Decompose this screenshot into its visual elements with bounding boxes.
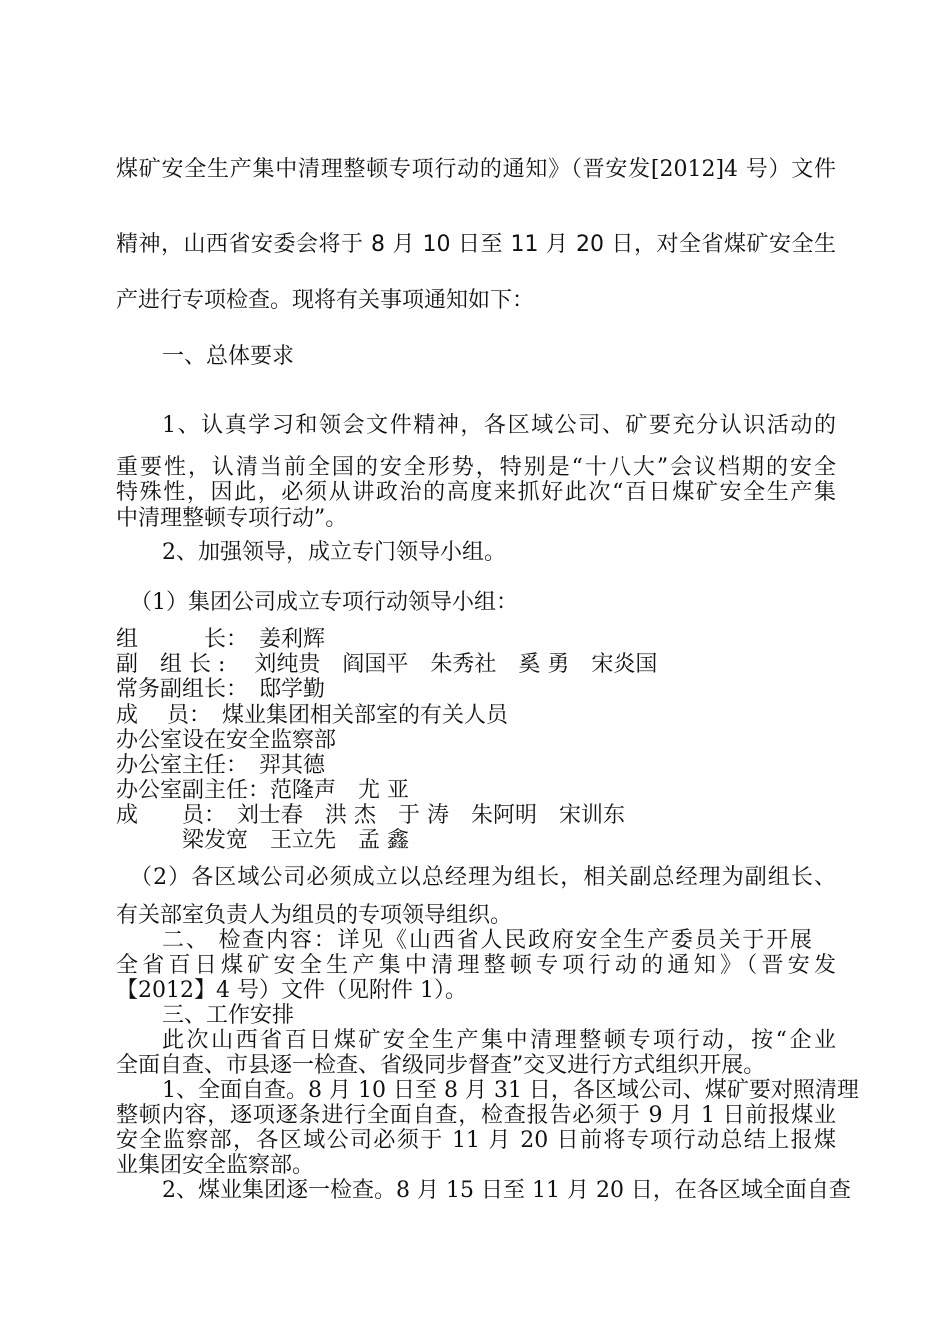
roster-line: 办公室副主任：范隆声 尤 亚 xyxy=(116,778,409,803)
subitem-2-line-1: （2）各区域公司必须成立以总经理为组长，相关副总经理为副组长、 xyxy=(130,865,836,890)
roster-line: 成 员： 煤业集团相关部室的有关人员 xyxy=(116,703,508,728)
item-1-line-4: 中清理整顿专项行动”。 xyxy=(116,506,348,531)
roster-line: 办公室设在安全监察部 xyxy=(116,728,337,753)
roster-line: 成 员： 刘士春 洪 杰 于 涛 朱阿明 宋训东 xyxy=(116,803,625,828)
work-item-2-line-1: 2、煤业集团逐一检查。8 月 15 日至 11 月 20 日，在各区域全面自查 xyxy=(162,1178,851,1203)
subitem-2-line-2: 有关部室负责人为组员的专项领导组织。 xyxy=(116,903,513,928)
roster-line: 组 长： 姜利辉 xyxy=(116,627,326,652)
section-heading-2-line-3: 【2012】4 号）文件（见附件 1）。 xyxy=(116,978,467,1003)
work-line-1: 此次山西省百日煤矿安全生产集中清理整顿专项行动，按“企业 xyxy=(162,1028,836,1053)
section-heading-3: 三、工作安排 xyxy=(162,1003,295,1028)
work-item-1-line-2: 整顿内容，逐项逐条进行全面自查，检查报告必须于 9 月 1 日前报煤业 xyxy=(116,1103,836,1128)
intro-line-3: 产进行专项检查。现将有关事项通知如下： xyxy=(116,288,535,313)
item-2: 2、加强领导，成立专门领导小组。 xyxy=(162,540,506,565)
item-1-line-1: 1、认真学习和领会文件精神，各区域公司、矿要充分认识活动的 xyxy=(162,413,836,438)
intro-line-2: 精神，山西省安委会将于 8 月 10 日至 11 月 20 日，对全省煤矿安全生 xyxy=(116,232,836,257)
roster-line: 常务副组长： 邸学勤 xyxy=(116,677,326,702)
item-1-line-2: 重要性，认清当前全国的安全形势，特别是“十八大”会议档期的安全 xyxy=(116,455,836,480)
section-heading-2-line-1: 二、 检查内容：详见《山西省人民政府安全生产委员关于开展 xyxy=(162,928,812,953)
roster-line: 梁发宽 王立先 孟 鑫 xyxy=(116,828,409,853)
roster-line: 办公室主任： 羿其德 xyxy=(116,753,326,778)
work-item-1-line-3: 安全监察部，各区域公司必须于 11 月 20 日前将专项行动总结上报煤 xyxy=(116,1128,836,1153)
intro-line-1: 煤矿安全生产集中清理整顿专项行动的通知》（晋安发[2012]4 号）文件 xyxy=(116,157,836,182)
work-item-1-line-1: 1、全面自查。8 月 10 日至 8 月 31 日，各区域公司、煤矿要对照清理 xyxy=(162,1078,859,1103)
section-heading-2-line-2: 全省百日煤矿安全生产集中清理整顿专项行动的通知》（晋安发 xyxy=(116,953,836,978)
roster-line: 副 组 长 : 刘纯贵 阎国平 朱秀社 奚 勇 宋炎国 xyxy=(116,652,658,677)
work-line-2: 全面自查、市县逐一检查、省级同步督查”交叉进行方式组织开展。 xyxy=(116,1053,766,1078)
item-1-line-3: 特殊性，因此，必须从讲政治的高度来抓好此次“百日煤矿安全生产集 xyxy=(116,480,836,505)
subitem-1: （1）集团公司成立专项行动领导小组： xyxy=(130,590,518,615)
section-heading-1: 一、总体要求 xyxy=(162,344,295,369)
work-item-1-line-4: 业集团安全监察部。 xyxy=(116,1153,315,1178)
